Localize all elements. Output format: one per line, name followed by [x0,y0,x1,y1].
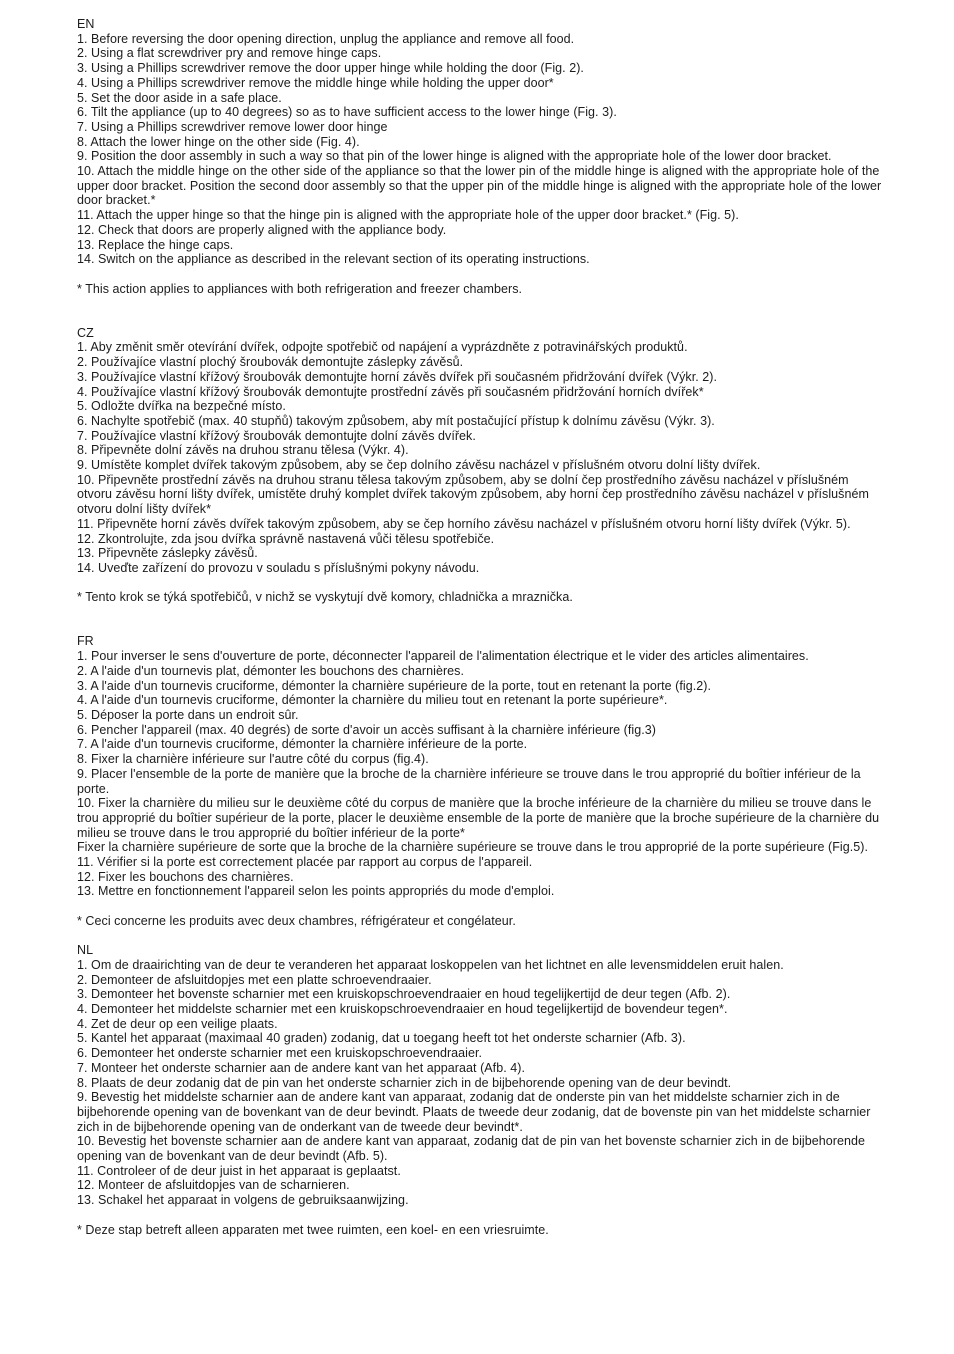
step-item: 10. Bevestig het bovenste scharnier aan de andere kant van apparaat, zodanig dat de pin van het bovenste scharnier zich in de bijbehorende opening van de bovenkant van de deur bevindt (Afb. 5). [77,1134,865,1164]
step-item: 10. Připevněte prostřední závěs na druhou stranu tělesa takovým způsobem, aby se dolní čep prostředního závěsu nacházel v příslušném otvoru závěsu horní lišty dvířek, umístěte druhý komplet dvířek takovým způsobem, aby horní čep prostředního závěsu nacházel v příslušném otvoru dolní lišty dvířek* [77,472,869,517]
step-item: 5. Kantel het apparaat (maximaal 40 graden) zodanig, dat u toegang heeft tot het onderste scharnier (Afb. 3). [77,1031,686,1046]
step-item: 1. Pour inverser le sens d'ouverture de porte, déconnecter l'appareil de l'alimentation électrique et le vider des articles alimentaires. [77,649,809,664]
step-item: 9. Position the door assembly in such a way so that pin of the lower hinge is aligned with the appropriate hole of the lower door bracket. [77,149,832,164]
step-item: 1. Om de draairichting van de deur te veranderen het apparaat loskoppelen van het lichtnet en alle levensmiddelen eruit halen. [77,957,784,972]
step-item: 3. Používajíce vlastní křížový šroubovák demontujte horní závěs dvířek při současném přidržování dvířek (Výkr. 2). [77,369,718,384]
section-nl [77,943,882,1237]
step-item: 2. A l'aide d'un tournevis plat, démonter les bouchons des charnières. [77,663,464,678]
step-item: 1. Aby změnit směr otevírání dvířek, odpojte spotřebič od napájení a vyprázdněte z potravinářských produktů. [77,340,688,355]
step-item: 2. Using a flat screwdriver pry and remove hinge caps. [77,46,382,61]
step-item: 13. Replace the hinge caps. [77,237,234,252]
step-item: 7. Using a Phillips screwdriver remove lower door hinge [77,119,388,134]
step-item: 3. Using a Phillips screwdriver remove the door upper hinge while holding the door (Fig. 2). [77,61,584,76]
section-language-code: EN [77,17,95,31]
step-item: 9. Umístěte komplet dvířek takovým způsobem, aby se čep dolního závěsu nacházel v příslušném otvoru dolní lišty dvířek. [77,458,761,473]
step-item: 6. Tilt the appliance (up to 40 degrees) so as to have sufficient access to the lower hinge (Fig. 3). [77,105,617,120]
step-item: 8. Fixer la charnière inférieure sur l'autre côté du corpus (fig.4). [77,752,429,767]
step-item: 4. Demonteer het middelste scharnier met een kruiskopschroevendraaier en houd tegelijkertijd de bovendeur tegen*. [77,1002,728,1017]
step-item: 12. Check that doors are properly aligned with the appliance body. [77,222,447,237]
step-item: 13. Mettre en fonctionnement l'appareil selon les points appropriés du mode d'emploi. [77,884,555,899]
step-item: 7. Monteer het onderste scharnier aan de andere kant van het apparaat (Afb. 4). [77,1060,525,1075]
step-item: 8. Attach the lower hinge on the other side (Fig. 4). [77,134,360,149]
step-item: 2. Demonteer de afsluitdopjes met een platte schroevendraaier. [77,972,432,987]
step-item: 7. Používajíce vlastní křížový šroubovák demontujte dolní závěs dvířek. [77,428,476,443]
step-item: 12. Monteer de afsluitdopjes van de scharnieren. [77,1178,350,1193]
step-item: 10. Attach the middle hinge on the other side of the appliance so that the lower pin of the middle hinge is aligned with the appropriate hole of the upper door bracket. Position the second door assembly so that the upper pin of the middle hinge is aligned with the appropriate hole of the lower door bracket.* [77,164,882,208]
step-item: 12. Zkontrolujte, zda jsou dvířka správně nastavená vůči tělesu spotřebiče. [77,531,495,546]
step-item: 5. Odložte dvířka na bezpečné místo. [77,399,286,414]
step-item: 5. Set the door aside in a safe place. [77,90,282,105]
step-item: 8. Plaats de deur zodanig dat de pin van het onderste scharnier zich in de bijbehorende opening van de deur bevindt. [77,1075,732,1090]
step-item: 4. Používajíce vlastní křížový šroubovák demontujte prostřední závěs při současném přidržování horních dvířek* [77,384,704,399]
section-en [77,17,882,296]
step-item: Fixer la charnière supérieure de sorte que la broche de la charnière supérieure se trouve dans le trou approprié de la porte supérieure (Fig.5). [77,840,868,855]
step-item: 3. Demonteer het bovenste scharnier met een kruiskopschroevendraaier en houd tegelijkertijd de deur tegen (Afb. 2). [77,987,731,1002]
step-item: 11. Vérifier si la porte est correctement placée par rapport au corpus de l'appareil. [77,855,533,870]
step-item: 6. Nachylte spotřebič (max. 40 stupňů) takovým způsobem, aby mít postačující přístup k dolnímu závěsu (Výkr. 3). [77,413,715,428]
step-item: 1. Before reversing the door opening direction, unplug the appliance and remove all food. [77,31,575,46]
step-item: 11. Attach the upper hinge so that the hinge pin is aligned with the appropriate hole of the upper door bracket.* (Fig. 5). [77,208,739,223]
step-item: 7. A l'aide d'un tournevis cruciforme, démonter la charnière inférieure de la porte. [77,737,528,752]
step-item: 12. Fixer les bouchons des charnières. [77,869,294,884]
section-cz [77,326,882,605]
step-item: 9. Bevestig het middelste scharnier aan de andere kant van apparaat, zodanig dat de onderste pin van het middelste scharnier zich in de bijbehorende opening van de bovenkant van de deur bevindt. Plaats de tweede deur zodanig, dat de bovenste pin van het middelste scharnier zich in de bijbehorende opening van de onderkant van de tweede deur bevindt*. [77,1090,871,1134]
step-item: 10. Fixer la charnière du milieu sur le deuxième côté du corpus de manière que la broche inférieure de la charnière du milieu se trouve dans le trou approprié du boîtier supérieur de la porte, placer le deuxième ensemble de la porte de manière que la broche supérieure de la charnière du milieu se trouve dans le trou approprié du boîtier inférieur de la porte* [77,796,880,840]
step-item: 2. Používajíce vlastní plochý šroubovák demontujte záslepky závěsů. [77,355,464,370]
step-item: 8. Připevněte dolní závěs na druhou stranu tělesa (Výkr. 4). [77,443,409,458]
footnote: * Ceci concerne les produits avec deux chambres, réfrigérateur et congélateur. [77,913,516,928]
section-language-code: CZ [77,325,94,340]
step-item: 14. Uveďte zařízení do provozu v souladu s příslušnými pokyny návodu. [77,560,480,575]
step-item: 3. A l'aide d'un tournevis cruciforme, démonter la charnière supérieure de la porte, tout en retenant la porte (fig.2). [77,678,711,693]
footnote: * Tento krok se týká spotřebičů, v nichž se vyskytují dvě komory, chladnička a mraznička. [77,590,573,605]
step-item: 14. Switch on the appliance as described in the relevant section of its operating instructions. [77,252,590,267]
step-item: 11. Controleer of de deur juist in het apparaat is geplaatst. [77,1163,401,1178]
step-item: 5. Déposer la porte dans un endroit sûr. [77,707,299,722]
step-item: 6. Pencher l'appareil (max. 40 degrés) de sorte d'avoir un accès suffisant à la charnière inférieure (fig.3) [77,722,656,737]
section-fr [77,634,882,928]
step-item: 13. Připevněte záslepky závěsů. [77,546,258,561]
step-item: 13. Schakel het apparaat in volgens de gebruiksaanwijzing. [77,1193,409,1208]
step-item: 4. Zet de deur op een veilige plaats. [77,1016,278,1031]
step-item: 4. Using a Phillips screwdriver remove the middle hinge while holding the upper door* [77,75,554,90]
step-item: 11. Připevněte horní závěs dvířek takovým způsobem, aby se čep horního závěsu nacházel v příslušném otvoru horní lišty dvířek (Výkr. 5). [77,516,851,531]
section-language-code: FR [77,634,94,649]
step-item: 4. A l'aide d'un tournevis cruciforme, démonter la charnière du milieu tout en retenant la porte supérieure*. [77,693,668,708]
footnote: * Deze stap betreft alleen apparaten met twee ruimten, een koel- en een vriesruimte. [77,1222,549,1237]
step-item: 6. Demonteer het onderste scharnier met een kruiskopschroevendraaier. [77,1046,483,1061]
step-item: 9. Placer l'ensemble de la porte de manière que la broche de la charnière inférieure se trouve dans le trou approprié du boîtier inférieur de la porte. [77,766,861,796]
footnote: * This action applies to appliances with both refrigeration and freezer chambers. [77,281,523,296]
section-language-code: NL [77,943,94,958]
document-body [77,17,882,1237]
